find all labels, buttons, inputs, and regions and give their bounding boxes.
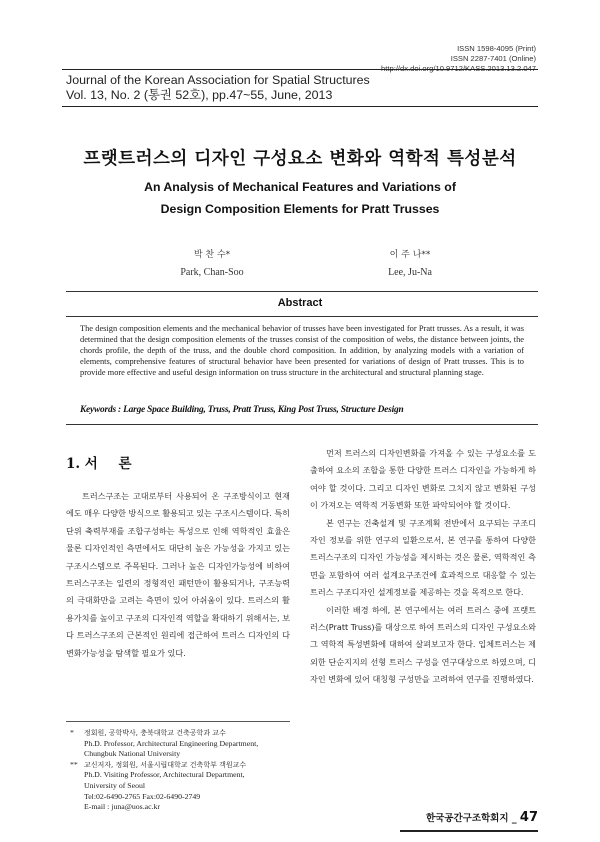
doi-link[interactable]: http://dx.doi.org/10.9712/KASS.2013.13.2.047 <box>381 64 536 73</box>
author-2 <box>310 246 510 282</box>
footer-rule <box>400 830 538 832</box>
abstract-head-rule <box>66 316 538 317</box>
footnote-2-korean: 교신저자, 정회원, 서울시립대학교 건축학부 객원교수 <box>84 760 247 769</box>
right-column <box>310 445 536 689</box>
author-1-english: Park, Chan-Soo <box>180 267 244 278</box>
footer-journal: 한국공간구조학회지 _ <box>425 813 517 824</box>
footnote-2-english-2: University of Seoul <box>84 780 146 790</box>
body-paragraph: 본 연구는 건축설계 및 구조계획 전반에서 요구되는 구조디자인 정보를 위한 연구의 일환으로서, 본 연구를 통하여 다양한 트러스구조의 디자인 가능성을 제시하는 것은 물론, 역학적인 측면을 포함하여 여러 설계요구조건에 효과적으로 대응할 수 있는 트러스 구조디자인 설계정보를 제공하는 것을 목적으로 한다. <box>310 517 536 598</box>
journal-bottom-rule <box>62 106 538 107</box>
page-number: 47 <box>519 810 538 825</box>
footnote-2-phone: Tel:02-6490-2765 Fax:02-6490-2749 <box>84 791 201 801</box>
footnote-1-english-2: Chungbuk National University <box>84 749 181 759</box>
author-2-korean: 이 주 나** <box>389 250 431 260</box>
issn-print: ISSN 1598-4095 (Print) <box>457 44 536 53</box>
abstract-bottom-rule <box>66 424 538 425</box>
journal-top-rule <box>62 69 538 70</box>
footnote-1-korean: 정회원, 공학박사, 충북대학교 건축공학과 교수 <box>84 729 226 737</box>
abstract-top-rule <box>66 291 538 292</box>
author-1 <box>112 246 312 282</box>
abstract-heading: Abstract <box>277 297 323 309</box>
body-paragraph: 이러한 배경 하에, 본 연구에서는 여러 트러스 중에 프랫트러스(Pratt Truss)를 대상으로 하여 트러스의 디자인 구성요소와 그 역학적 특성변화에 대하여 살펴보고자 한다. 입체트러스는 제외한 단순지지의 선형 트러스 구성을 연구대상으로 하였으며, 디자인 변화에 있어 대칭형 구성만을 고려하여 연구를 진행하였다. <box>310 604 536 685</box>
footnote-2-email[interactable]: E-mail : juna@uos.ac.kr <box>84 802 161 812</box>
footnotes <box>70 728 292 813</box>
left-column <box>66 488 290 662</box>
section-number: 1. <box>66 456 81 472</box>
footnote-rule <box>66 721 290 722</box>
author-2-english: Lee, Ju-Na <box>388 267 432 278</box>
body-paragraph: 먼저 트러스의 디자인변화를 가져올 수 있는 구성요소를 도출하여 요소의 조합을 통한 다양한 트러스 디자인을 가능하게 하여야 할 것이다. 그리고 디자인 변화로 그치지 않고 변화된 구성이 가져오는 역학적 거동변화 또한 파악되어야 할 것이다. <box>310 448 536 511</box>
page-footer <box>426 810 538 825</box>
section-heading <box>66 452 140 472</box>
footnote-2-english-1: Ph.D. Visiting Professor, Architectural Department, <box>84 770 245 780</box>
footnote-1-english-1: Ph.D. Professor, Architectural Engineering Department, <box>84 738 259 748</box>
journal-volume: Vol. 13, No. 2 (통권 52호), pp.47~55, June, 2013 <box>66 88 333 102</box>
issn-online: ISSN 2287-7401 (Online) <box>450 54 536 63</box>
title-english-line2: Design Composition Elements for Pratt Trusses <box>160 202 440 216</box>
author-1-korean: 박 찬 수* <box>193 250 231 260</box>
title-english <box>0 176 600 220</box>
footnote-1-mark: * <box>70 728 74 737</box>
journal-name: Journal of the Korean Association for Spatial Structures <box>66 73 370 87</box>
body-paragraph: 트러스구조는 고대로부터 사용되어 온 구조방식이고 현재에도 매우 다양한 방식으로 활용되고 있는 구조시스템이다. 특히 단위 축력부재를 조합구성하는 특성으로 인해 역학적인 효율은 물론 디자인적인 측면에서도 대단히 높은 가능성을 가지고 있는 구조시스템으로 주목된다. 그러나 높은 디자인가능성에 비하여 트러스구조는 일련의 정형적인 패턴만이 활용되거나, 구조능력의 극대화만을 고려는 측면이 있어 아쉬움이 있다. 트러스의 활용가치를 높이고 구조의 디자인적 역할을 확대하기 위해서는, 보다 트러스구조의 근본적인 원리에 접근하여 트러스 디자인의 다변화가능성을 탐색할 필요가 있다. <box>66 491 290 658</box>
journal-header <box>66 73 536 103</box>
abstract-text: The design composition elements and the mechanical behavior of trusses have been investigated for Pratt trusses. As a result, it was determined that the design composition elements of the trusses consist of the composition of webs, the distance between joints, the chords profile, the depth of the truss, and the double chord composition. In addition, by analyzing models with a variation of elements, comprehensive features of structural behavior have been presented for variations of design of Pratt trusses. This is to provide more effective and useful design information on truss structure in the architectural and structural planning stage. <box>80 324 524 377</box>
title-english-line1: An Analysis of Mechanical Features and Variations of <box>144 180 456 194</box>
keywords: Keywords : Large Space Building, Truss, Pratt Truss, King Post Truss, Structure Design <box>80 405 404 415</box>
footnote-2-mark: ** <box>70 759 78 769</box>
title-korean: 프랫트러스의 디자인 구성요소 변화와 역학적 특성분석 <box>83 149 517 169</box>
section-title: 서 론 <box>84 456 140 472</box>
